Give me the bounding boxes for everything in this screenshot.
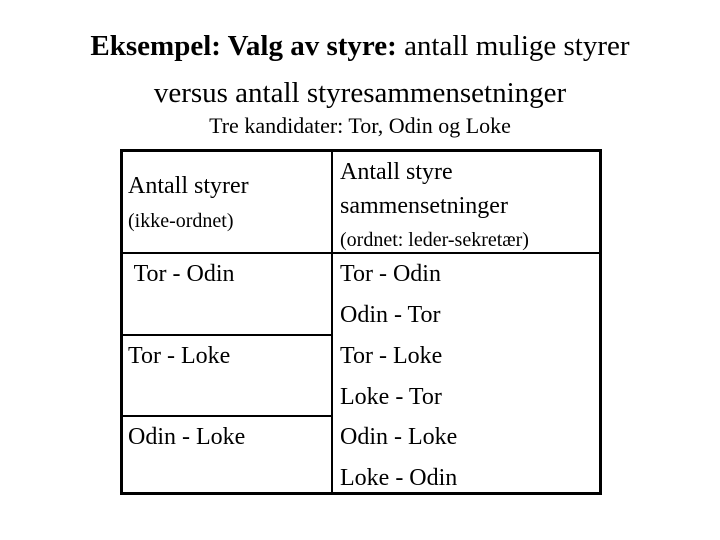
row-divider-1 <box>123 334 331 336</box>
header-divider <box>123 252 599 254</box>
left-cell-row-3: Odin - Loke <box>128 424 246 450</box>
row-divider-2 <box>123 415 331 417</box>
column-divider <box>331 152 333 492</box>
right-header-subtitle: (ordnet: leder-sekretær) <box>340 229 529 251</box>
right-cell-row-1-line-2: Odin - Tor <box>340 302 441 328</box>
page-title-line-2: versus antall styresammensetninger <box>153 77 567 109</box>
right-cell-row-2-line-1: Tor - Loke <box>340 343 443 369</box>
title-rest-part: antall mulige styrer <box>396 30 630 62</box>
left-header-subtitle: (ikke-ordnet) <box>128 210 234 232</box>
left-cell-row-1: Tor - Odin <box>128 261 235 287</box>
right-cell-row-3-line-1: Odin - Loke <box>340 424 458 450</box>
right-cell-row-1-line-1: Tor - Odin <box>340 261 441 287</box>
left-header-title: Antall styrer <box>128 173 249 199</box>
title-bold-part: Eksempel: Valg av styre: <box>90 30 397 62</box>
page-subtitle: Tre kandidater: Tor, Odin og Loke <box>209 113 511 138</box>
page-title-line-1 <box>0 29 720 63</box>
right-cell-row-2-line-2: Loke - Tor <box>340 384 442 410</box>
right-header-title-line-1: Antall styre <box>340 159 453 185</box>
right-cell-row-3-line-2: Loke - Odin <box>340 465 458 491</box>
right-header-title-line-2: sammensetninger <box>340 193 508 219</box>
left-cell-row-2: Tor - Loke <box>128 343 231 369</box>
comparison-table <box>120 149 602 495</box>
